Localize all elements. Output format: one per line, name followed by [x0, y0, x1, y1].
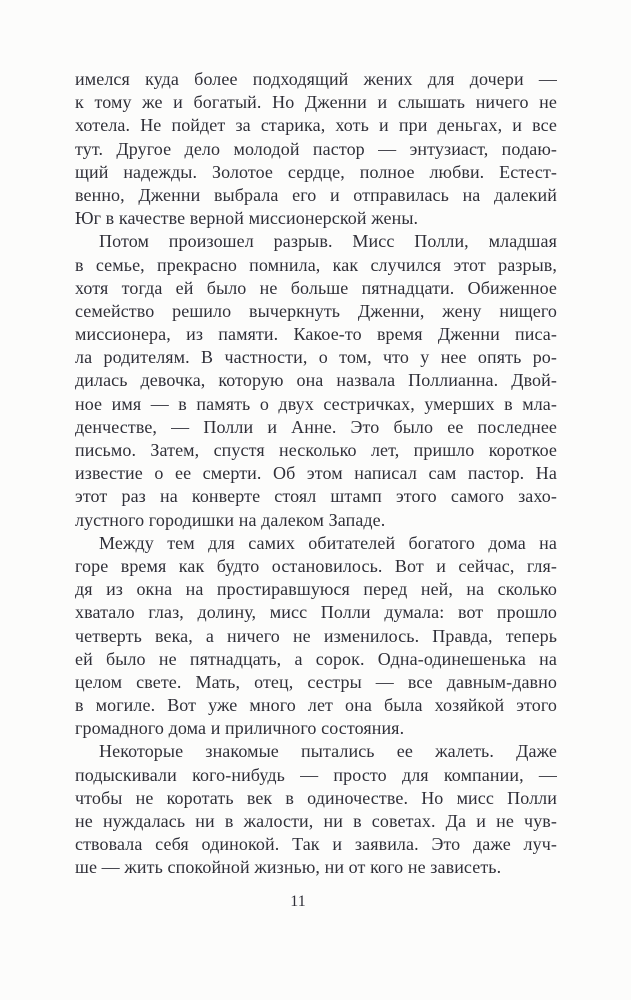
text-line: имелся куда более подходящий жених для дочери —	[75, 69, 557, 89]
text-line: ствовала себя одинокой. Так и заявила. Это даже луч-	[75, 834, 557, 855]
text-line: этот раз на конверте стоял штамп этого самого захо-	[75, 486, 557, 507]
paragraph	[75, 230, 557, 531]
text-block	[75, 68, 557, 880]
page-number: 11	[290, 893, 306, 910]
text-line: ное имя — в память о двух сестричках, умерших в мла-	[75, 393, 557, 414]
text-line: к тому же и богатый. Но Дженни и слышать ничего не	[75, 92, 557, 113]
text-line: венно, Дженни выбрала его и отправилась на далекий	[75, 184, 557, 205]
text-line: Между тем для самих обитателей богатого дома на	[99, 532, 557, 553]
text-line: подыскивали кого-нибудь — просто для компании, —	[75, 764, 557, 785]
text-line: щий надежды. Золотое сердце, полное любви. Естест-	[75, 161, 557, 182]
text-line: ла родителям. В частности, о том, что у нее опять ро-	[75, 347, 557, 368]
text-line: дилась девочка, которую она назвала Поллианна. Двой-	[75, 370, 557, 391]
text-line: денчестве, — Полли и Анне. Это было ее последнее	[75, 416, 557, 437]
text-line: в могиле. Вот уже много лет она была хозяйкой этого	[75, 695, 557, 716]
paragraph	[75, 532, 557, 741]
text-line: ей было не пятнадцать, а сорок. Одна-одинешенька на	[75, 648, 557, 669]
text-line: лустного городишки на далеком Западе.	[75, 509, 386, 530]
text-line: семейство решило вычеркнуть Дженни, жену нищего	[75, 300, 557, 321]
text-line: дя из окна на простиравшуюся перед ней, на сколько	[75, 579, 557, 600]
text-line: Некоторые знакомые пытались ее жалеть. Даже	[99, 741, 557, 762]
paragraph	[75, 68, 557, 230]
text-line: громадного дома и приличного состояния.	[75, 718, 405, 739]
text-line: хватало глаз, долину, мисс Полли думала: вот прошло	[75, 602, 557, 623]
text-line: не нуждалась ни в жалости, ни в советах. Да и не чув-	[75, 811, 557, 831]
text-line: хотела. Не пойдет за старика, хоть и при деньгах, и все	[75, 115, 557, 136]
text-line: чтобы не коротать век в одиночестве. Но мисс Полли	[75, 787, 557, 808]
text-line: Юг в качестве верной миссионерской жены.	[75, 208, 419, 229]
text-line: миссионера, из памяти. Какое-то время Дженни писа-	[75, 324, 557, 345]
text-line: хотя тогда ей было не больше пятнадцати. Обиженное	[75, 277, 557, 298]
text-line: Потом произошел разрыв. Мисс Полли, младшая	[99, 231, 557, 252]
text-line: тут. Другое дело молодой пастор — энтузиаст, подаю-	[75, 138, 557, 159]
text-line: письмо. Затем, спустя несколько лет, пришло короткое	[75, 440, 557, 460]
text-line: известие о ее смерти. Об этом написал сам пастор. На	[75, 463, 557, 484]
paragraph	[75, 740, 557, 879]
text-line: горе время как будто остановилось. Вот и сейчас, гля-	[75, 555, 557, 576]
text-line: четверть века, а ничего не изменилось. Правда, теперь	[75, 625, 557, 646]
text-line: в семье, прекрасно помнила, как случился этот разрыв,	[75, 254, 557, 275]
text-line: ше — жить спокойной жизнью, ни от кого не зависеть.	[75, 857, 502, 878]
text-line: целом свете. Мать, отец, сестры — все давным-давно	[75, 671, 557, 692]
